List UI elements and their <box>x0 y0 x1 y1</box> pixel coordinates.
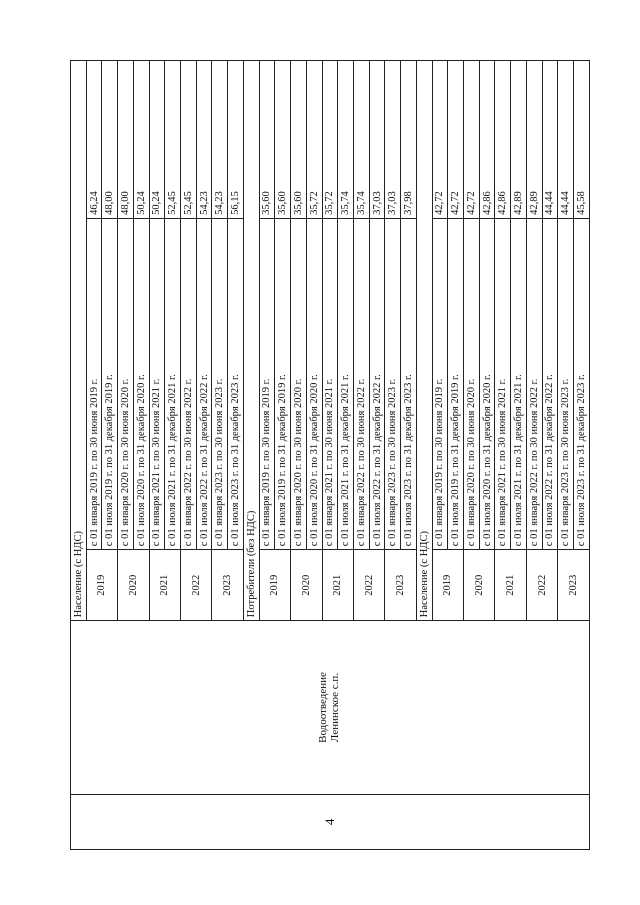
period-cell: с 01 июля 2020 г. по 31 декабря 2020 г. <box>306 218 322 549</box>
period-cell: с 01 января 2019 г. по 30 июня 2019 г. <box>86 218 102 549</box>
tariff-value-cell: 44,44 <box>558 61 574 219</box>
tariff-value-cell: 46,24 <box>86 61 102 219</box>
tariff-value-cell: 35,60 <box>275 61 291 219</box>
year-cell: 2020 <box>463 550 494 621</box>
settlement-name: Ленинское с.п. <box>329 672 341 743</box>
tariff-value-cell: 35,74 <box>353 61 369 219</box>
period-cell: с 01 июля 2021 г. по 31 декабря 2021 г. <box>511 218 527 549</box>
tariff-value-cell: 44,44 <box>542 61 558 219</box>
period-cell: с 01 января 2023 г. по 30 июня 2023 г. <box>385 218 401 549</box>
tariff-value-cell: 35,72 <box>306 61 322 219</box>
tariff-value-cell: 42,72 <box>432 61 448 219</box>
period-cell: с 01 января 2021 г. по 30 июня 2021 г. <box>322 218 338 549</box>
period-cell: с 01 июля 2020 г. по 31 декабря 2020 г. <box>479 218 495 549</box>
tariff-table-body <box>71 61 590 850</box>
year-cell: 2021 <box>495 550 526 621</box>
year-cell: 2023 <box>212 550 243 621</box>
tariff-value-cell: 35,60 <box>259 61 275 219</box>
period-cell: с 01 июля 2022 г. по 31 декабря 2022 г. <box>542 218 558 549</box>
tariff-value-cell: 37,98 <box>401 61 417 219</box>
consumer-group-title: Население (с НДС) <box>416 61 432 621</box>
tariff-value-cell: 56,15 <box>228 61 244 219</box>
period-cell: с 01 июля 2019 г. по 31 декабря 2019 г. <box>448 218 464 549</box>
service-cell <box>71 621 590 795</box>
period-cell: с 01 июля 2023 г. по 31 декабря 2023 г. <box>228 218 244 549</box>
year-cell: 2021 <box>149 550 180 621</box>
year-cell: 2019 <box>259 550 290 621</box>
year-cell: 2022 <box>526 550 557 621</box>
period-cell: с 01 января 2019 г. по 30 июня 2019 г. <box>259 218 275 549</box>
period-cell: с 01 июля 2020 г. по 31 декабря 2020 г. <box>133 218 149 549</box>
period-cell: с 01 января 2022 г. по 30 июня 2022 г. <box>353 218 369 549</box>
tariff-value-cell: 35,72 <box>322 61 338 219</box>
service-name: Водоотведение <box>317 672 330 743</box>
period-cell: с 01 января 2019 г. по 30 июня 2019 г. <box>432 218 448 549</box>
tariff-value-cell: 42,89 <box>526 61 542 219</box>
tariff-value-cell: 54,23 <box>196 61 212 219</box>
period-cell: с 01 января 2022 г. по 30 июня 2022 г. <box>526 218 542 549</box>
tariff-value-cell: 54,23 <box>212 61 228 219</box>
tariff-value-cell: 42,72 <box>463 61 479 219</box>
tariff-value-cell: 42,72 <box>448 61 464 219</box>
period-cell: с 01 июля 2023 г. по 31 декабря 2023 г. <box>401 218 417 549</box>
tariff-value-cell: 42,89 <box>511 61 527 219</box>
year-cell: 2020 <box>291 550 322 621</box>
period-cell: с 01 июля 2021 г. по 31 декабря 2021 г. <box>165 218 181 549</box>
year-cell: 2021 <box>322 550 353 621</box>
tariff-table <box>70 60 590 850</box>
period-cell: с 01 июля 2019 г. по 31 декабря 2019 г. <box>102 218 118 549</box>
period-cell: с 01 января 2020 г. по 30 июня 2020 г. <box>118 218 134 549</box>
period-cell: с 01 июля 2022 г. по 31 декабря 2022 г. <box>369 218 385 549</box>
period-cell: с 01 января 2023 г. по 30 июня 2023 г. <box>212 218 228 549</box>
tariff-value-cell: 52,45 <box>165 61 181 219</box>
tariff-value-cell: 45,58 <box>574 61 590 219</box>
year-cell: 2020 <box>118 550 149 621</box>
period-cell: с 01 января 2022 г. по 30 июня 2022 г. <box>181 218 197 549</box>
period-cell: с 01 января 2021 г. по 30 июня 2021 г. <box>495 218 511 549</box>
year-cell: 2019 <box>86 550 117 621</box>
tariff-value-cell: 35,74 <box>338 61 354 219</box>
year-cell: 2022 <box>181 550 212 621</box>
period-cell: с 01 июля 2021 г. по 31 декабря 2021 г. <box>338 218 354 549</box>
tariff-value-cell: 42,86 <box>479 61 495 219</box>
period-cell: с 01 января 2020 г. по 30 июня 2020 г. <box>291 218 307 549</box>
tariff-value-cell: 35,60 <box>291 61 307 219</box>
group-header-row <box>71 61 87 850</box>
period-cell: с 01 января 2023 г. по 30 июня 2023 г. <box>558 218 574 549</box>
tariff-value-cell: 42,86 <box>495 61 511 219</box>
tariff-value-cell: 37,03 <box>369 61 385 219</box>
year-cell: 2022 <box>353 550 384 621</box>
period-cell: с 01 января 2020 г. по 30 июня 2020 г. <box>463 218 479 549</box>
year-cell: 2019 <box>432 550 463 621</box>
row-number: 4 <box>71 794 590 849</box>
tariff-value-cell: 48,00 <box>118 61 134 219</box>
tariff-value-cell: 52,45 <box>181 61 197 219</box>
period-cell: с 01 января 2021 г. по 30 июня 2021 г. <box>149 218 165 549</box>
year-cell: 2023 <box>385 550 416 621</box>
year-cell: 2023 <box>558 550 590 621</box>
tariff-value-cell: 37,03 <box>385 61 401 219</box>
consumer-group-title: Потребители (без НДС) <box>243 61 259 621</box>
period-cell: с 01 июля 2022 г. по 31 декабря 2022 г. <box>196 218 212 549</box>
period-cell: с 01 июля 2023 г. по 31 декабря 2023 г. <box>574 218 590 549</box>
tariff-value-cell: 50,24 <box>133 61 149 219</box>
period-cell: с 01 июля 2019 г. по 31 декабря 2019 г. <box>275 218 291 549</box>
consumer-group-title: Население (с НДС) <box>71 61 87 621</box>
tariff-value-cell: 48,00 <box>102 61 118 219</box>
tariff-value-cell: 50,24 <box>149 61 165 219</box>
